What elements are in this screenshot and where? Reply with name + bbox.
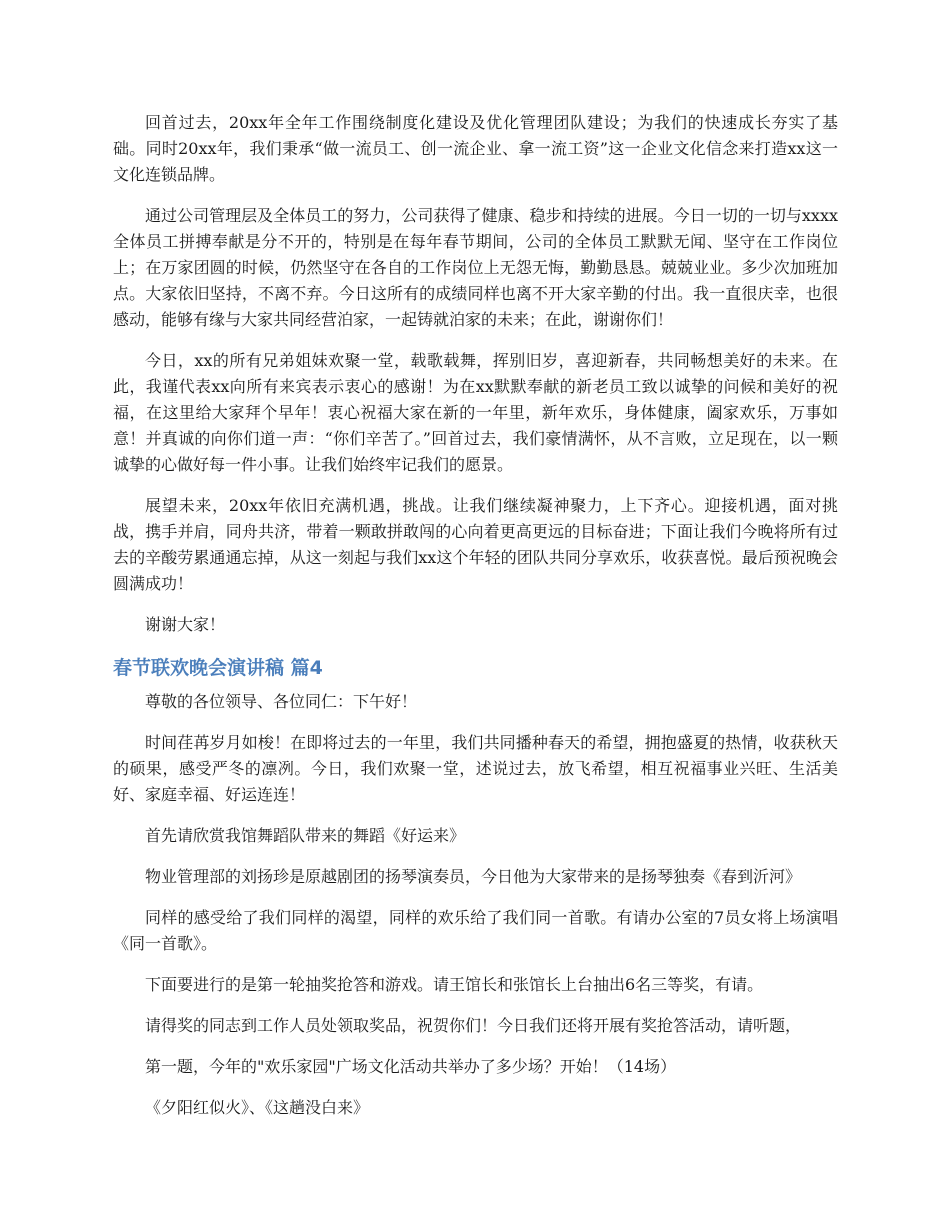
paragraph: 物业管理部的刘扬珍是原越剧团的扬琴演奏员，今日他为大家带来的是扬琴独奏《春到沂河》 (145, 867, 802, 886)
paragraph: 《夕阳红似火》、《这趟没白来》 (145, 1098, 370, 1117)
paragraph: 谢谢大家！ (145, 615, 226, 634)
document-page (113, 110, 838, 1136)
paragraph: 时间荏苒岁月如梭！在即将过去的一年里，我们共同播种春天的希望，拥抱盛夏的热情，收获秋天的硕果，感受严冬的凛冽。今日，我们欢聚一堂，述说过去，放飞希望，相互祝福事业兴旺、生活美好、家庭幸福、好运连连！ (113, 733, 838, 804)
paragraph: 通过公司管理层及全体员工的努力，公司获得了健康、稳步和持续的进展。今日一切的一切与xxxx全体员工拼搏奉献是分不开的，特别是在每年春节期间，公司的全体员工默默无闻、坚守在工作岗位上；在万家团圆的时候，仍然坚守在各自的工作岗位上无怨无悔，勤勤恳恳。兢兢业业。多少次加班加点。大家依旧坚持，不离不弃。今日这所有的成绩同样也离不开大家辛勤的付出。我一直很庆幸，也很感动，能够有缘与大家共同经营泊家，一起铸就泊家的未来；在此，谢谢你们！ (113, 206, 838, 329)
paragraph: 今日，xx的所有兄弟姐妹欢聚一堂，载歌载舞，挥别旧岁，喜迎新春，共同畅想美好的未来。在此，我谨代表xx向所有来宾表示衷心的感谢！为在xx默默奉献的新老员工致以诚挚的问候和美好的祝福，在这里给大家拜个早年！衷心祝福大家在新的一年里，新年欢乐，身体健康，阖家欢乐，万事如意！并真诚的向你们道一声：“你们辛苦了。”回首过去，我们豪情满怀，从不言败，立足现在，以一颗诚挚的心做好每一件小事。让我们始终牢记我们的愿景。 (113, 351, 838, 474)
paragraph: 尊敬的各位领导、各位同仁：下午好！ (145, 692, 418, 711)
paragraph: 请得奖的同志到工作人员处领取奖品，祝贺你们！今日我们还将开展有奖抢答活动，请听题， (145, 1016, 802, 1035)
paragraph: 展望未来，20xx年依旧充满机遇，挑战。让我们继续凝神聚力，上下齐心。迎接机遇，面对挑战，携手并肩，同舟共济，带着一颗敢拼敢闯的心向着更高更远的目标奋进；下面让我们今晚将所有过去的辛酸劳累通通忘掉，从这一刻起与我们xx这个年轻的团队共同分享欢乐，收获喜悦。最后预祝晚会圆满成功！ (113, 496, 838, 593)
paragraph: 下面要进行的是第一轮抽奖抢答和游戏。请王馆长和张馆长上台抽出6名三等奖，有请。 (145, 975, 764, 994)
paragraph: 同样的感受给了我们同样的渴望，同样的欢乐给了我们同一首歌。有请办公室的7员女将上场演唱《同一首歌》。 (113, 908, 838, 953)
paragraph: 回首过去，20xx年全年工作围绕制度化建设及优化管理团队建设；为我们的快速成长夯实了基础。同时20xx年，我们秉承“做一流员工、创一流企业、拿一流工资”这一企业文化信念来打造xx这一文化连锁品牌。 (113, 113, 838, 184)
paragraph: 第一题，今年的"欢乐家园"广场文化活动共举办了多少场？开始！（14场） (145, 1057, 677, 1076)
section-heading: 春节联欢晚会演讲稿 篇4 (113, 657, 323, 679)
paragraph: 首先请欣赏我馆舞蹈队带来的舞蹈《好运来》 (145, 826, 466, 845)
